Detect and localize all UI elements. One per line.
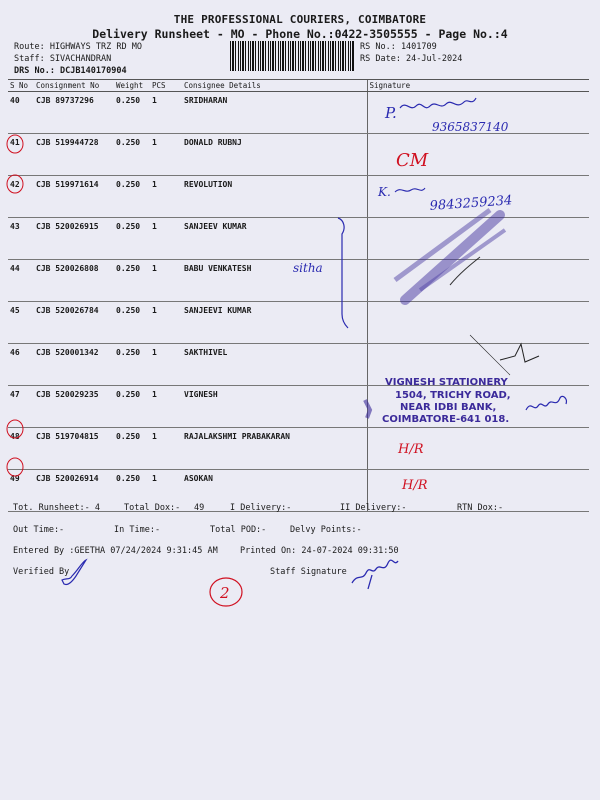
cell-weight: 0.250 (114, 344, 150, 386)
page-subtitle: Delivery Runsheet - MO - Phone No.:0422-3505555 - Page No.:4 (92, 27, 508, 41)
cell-consignee: DONALD RUBNJ (182, 134, 367, 176)
cell-consignment: CJB 520029235 (34, 386, 114, 428)
cell-sno: 47 (8, 386, 34, 428)
sig-48: H/R (398, 442, 424, 457)
staff-label: Staff: SIVACHANDRAN (14, 54, 112, 64)
cell-weight: 0.250 (114, 428, 150, 470)
col-header-signature: Signature (367, 80, 589, 92)
total-runsheet: Tot. Runsheet:- 4 (13, 503, 100, 513)
sig-46 (500, 344, 539, 362)
drs-number: DRS No.: DCJB140170904 (14, 66, 127, 76)
col-header-consignment: Consignment No (34, 80, 114, 92)
cell-consignment: CJB 519971614 (34, 176, 114, 218)
cell-sno: 49 (8, 470, 34, 512)
cell-pcs: 1 (150, 470, 182, 512)
verified-by: Verified By (13, 567, 70, 577)
cell-pcs: 1 (150, 134, 182, 176)
cell-pcs: 1 (150, 92, 182, 134)
cell-sno: 45 (8, 302, 34, 344)
cell-weight: 0.250 (114, 470, 150, 512)
sig-40-scribble (400, 98, 476, 108)
cell-weight: 0.250 (114, 386, 150, 428)
cell-pcs: 1 (150, 386, 182, 428)
out-time: Out Time:- (13, 525, 65, 535)
stamp-line2: 1504, TRICHY ROAD, (395, 390, 511, 401)
in-time: In Time:- (114, 525, 161, 535)
cell-pcs: 1 (150, 344, 182, 386)
sig-42-scribble (395, 188, 425, 192)
cell-consignee: BABU VENKATESH (182, 260, 367, 302)
cell-consignment: CJB 520026784 (34, 302, 114, 344)
cell-sno: 41 (8, 134, 34, 176)
cell-consignment: CJB 89737296 (34, 92, 114, 134)
route-label: Route: HIGHWAYS TRZ RD MO (14, 42, 142, 52)
sig-49: H/R (402, 478, 428, 493)
cell-consignee: SANJEEVI KUMAR (182, 302, 367, 344)
vignesh-stamp (365, 377, 511, 425)
sig-41: CM (396, 150, 429, 171)
col-header-consignee: Consignee Details (182, 80, 367, 92)
col-header-sno: S No (8, 80, 34, 92)
col-header-weight: Weight (114, 80, 150, 92)
ii-delivery: II Delivery:- (340, 503, 407, 513)
red-circle-48 (7, 420, 23, 438)
cell-consignment: CJB 520026808 (34, 260, 114, 302)
cell-consignee: SAKTHIVEL (182, 344, 367, 386)
cell-consignee: REVOLUTION (182, 176, 367, 218)
cell-sno: 43 (8, 218, 34, 260)
page-title: THE PROFESSIONAL COURIERS, COIMBATORE (173, 13, 427, 26)
staff-signature-scribble (352, 560, 398, 589)
delivery-points: Delvy Points:- (290, 525, 362, 535)
cell-consignment: CJB 520026914 (34, 470, 114, 512)
sig-40-line2: 9365837140 (432, 120, 509, 134)
sig-42-line2: 9843259234 (429, 193, 513, 214)
sig-42-line1: K. (378, 185, 391, 199)
cell-consignee: ASOKAN (182, 470, 367, 512)
total-pod: Total POD:- (210, 525, 267, 535)
stamp-line3: NEAR IDBI BANK, (400, 402, 497, 413)
page-circle-number: 2 (220, 584, 230, 602)
stamp-line4: COIMBATORE-641 018. (382, 414, 510, 425)
red-circle-41 (7, 135, 23, 153)
cell-weight: 0.250 (114, 260, 150, 302)
sig-44: sitha (293, 261, 323, 275)
cell-sno: 46 (8, 344, 34, 386)
col-header-pcs: PCS (150, 80, 182, 92)
cell-weight: 0.250 (114, 176, 150, 218)
cell-pcs: 1 (150, 260, 182, 302)
cell-sno: 40 (8, 92, 34, 134)
cell-weight: 0.250 (114, 92, 150, 134)
cell-weight: 0.250 (114, 302, 150, 344)
cell-pcs: 1 (150, 218, 182, 260)
cell-weight: 0.250 (114, 134, 150, 176)
cell-consignee: SANJEEV KUMAR (182, 218, 367, 260)
cell-consignment: CJB 519944728 (34, 134, 114, 176)
rs-number: RS No.: 1401709 (360, 42, 437, 52)
rtn-dox: RTN Dox:- (457, 503, 504, 513)
cell-consignee: SRIDHARAN (182, 92, 367, 134)
total-dox-value: 49 (194, 503, 205, 513)
cell-consignment: CJB 520026915 (34, 218, 114, 260)
cell-consignee: RAJALAKSHMI PRABAKARAN (182, 428, 367, 470)
verified-signature (62, 560, 86, 585)
cell-sno: 44 (8, 260, 34, 302)
cell-pcs: 1 (150, 302, 182, 344)
cell-consignee: VIGNESH (182, 386, 367, 428)
cell-weight: 0.250 (114, 218, 150, 260)
red-circle-42 (7, 175, 23, 193)
sig-47-scribble (526, 396, 566, 410)
red-circle-49 (7, 458, 23, 476)
bracket-mark (338, 218, 348, 328)
sig-40-line1: P. (385, 104, 397, 122)
total-dox-label: Total Dox:- (124, 503, 181, 513)
cell-sno: 42 (8, 176, 34, 218)
i-delivery: I Delivery:- (230, 503, 292, 513)
cell-consignment: CJB 519704815 (34, 428, 114, 470)
cell-pcs: 1 (150, 428, 182, 470)
rs-date: RS Date: 24-Jul-2024 (360, 54, 463, 64)
printed-on: Printed On: 24-07-2024 09:31:50 (240, 546, 399, 556)
cell-pcs: 1 (150, 176, 182, 218)
entered-by: Entered By :GEETHA 07/24/2024 9:31:45 AM (13, 546, 218, 556)
cell-sno: 48 (8, 428, 34, 470)
smudged-stamp (395, 210, 505, 300)
staff-signature-label: Staff Signature (270, 567, 347, 577)
stamp-line1: VIGNESH STATIONERY (385, 377, 508, 388)
cell-consignment: CJB 520001342 (34, 344, 114, 386)
